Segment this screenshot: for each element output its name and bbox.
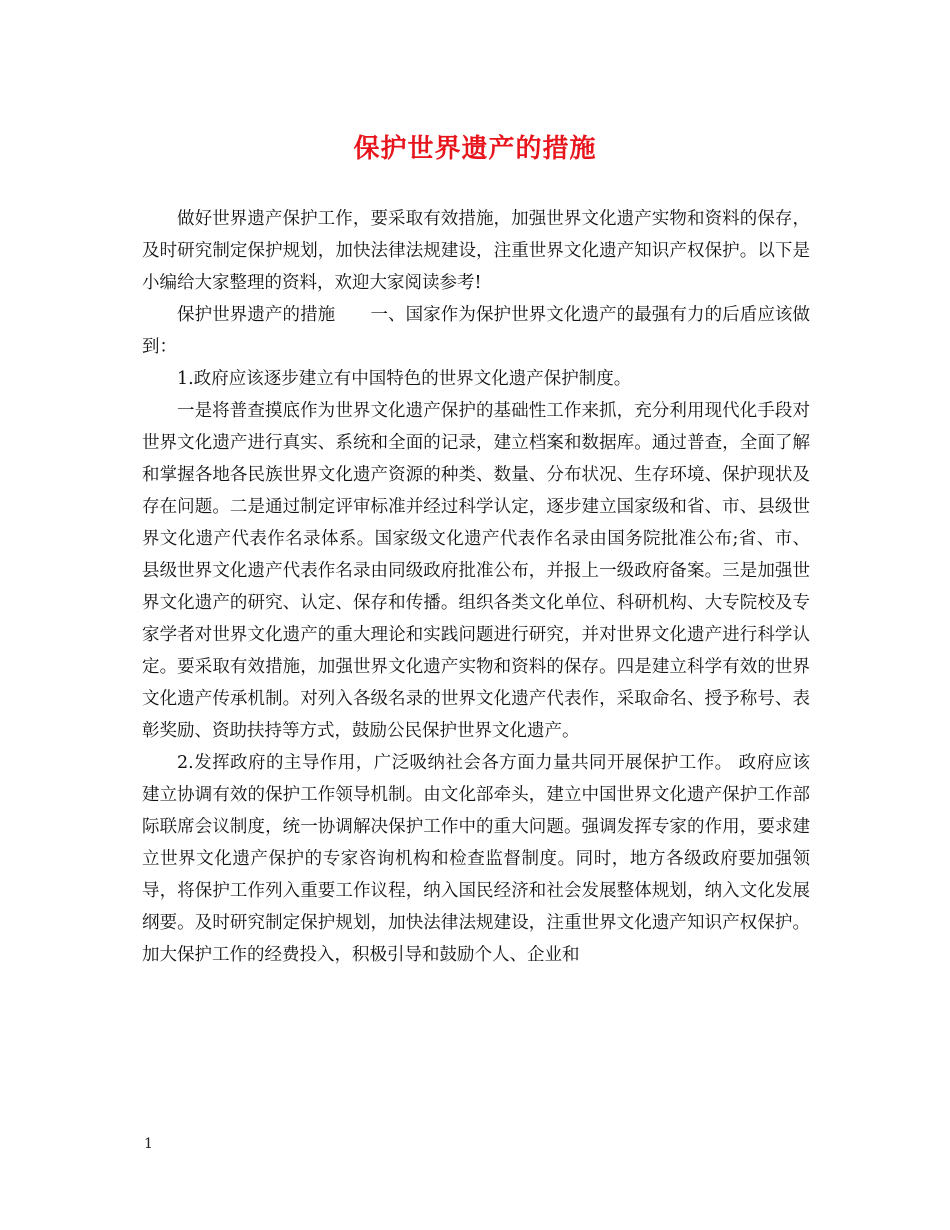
paragraph-point-1-detail: 一是将普查摸底作为世界文化遗产保护的基础性工作来抓，充分利用现代化手段对世界文化遗产进行真实、系统和全面的记录，建立档案和数据库。通过普查，全面了解和掌握各地各民族世界文化遗产资源的种类、数量、分布状况、生存环境、保护现状及存在问题。二是通过制定评审标准并经过科学认定，逐步建立国家级和省、市、县级世界文化遗产代表作名录体系。国家级文化遗产代表作名录由国务院批准公布;省、市、县级世界文化遗产代表作名录由同级政府批准公布，并报上一级政府备案。三是加强世界文化遗产的研究、认定、保存和传播。组织各类文化单位、科研机构、大专院校及专家学者对世界文化遗产的重大理论和实践问题进行研究，并对世界文化遗产进行科学认定。要采取有效措施，加强世界文化遗产实物和资料的保存。四是建立科学有效的世界文化遗产传承机制。对列入各级名录的世界文化遗产代表作，采取命名、授予称号、表彰奖励、资助扶持等方式，鼓励公民保护世界文化遗产。 xyxy=(142,401,810,741)
document-title: 保护世界遗产的措施 xyxy=(353,134,597,164)
paragraph-point-1: 1.政府应该逐步建立有中国特色的世界文化遗产保护制度。 xyxy=(177,369,632,389)
paragraph-intro: 做好世界遗产保护工作，要采取有效措施，加强世界文化遗产实物和资料的保存，及时研究制定保护规划，加快法律法规建设，注重世界文化遗产知识产权保护。以下是小编给大家整理的资料，欢迎大家阅读参考! xyxy=(142,209,810,293)
paragraph-point-2: 2.发挥政府的主导作用，广泛吸纳社会各方面力量共同开展保护工作。 政府应该建立协调有效的保护工作领导机制。由文化部牵头，建立中国世界文化遗产保护工作部际联席会议制度，统一协调解决保护工作中的重大问题。强调发挥专家的作用，要求建立世界文化遗产保护的专家咨询机构和检查监督制度。同时，地方各级政府要加强领导，将保护工作列入重要工作议程，纳入国民经济和社会发展整体规划，纳入文化发展纲要。及时研究制定保护规划，加快法律法规建设，注重世界文化遗产知识产权保护。加大保护工作的经费投入，积极引导和鼓励个人、企业和 xyxy=(142,753,810,965)
paragraph-section-heading: 保护世界遗产的措施 一、国家作为保护世界文化遗产的最强有力的后盾应该做到： xyxy=(142,305,810,357)
document-body xyxy=(142,203,810,971)
page-number: 1 xyxy=(144,1136,153,1152)
